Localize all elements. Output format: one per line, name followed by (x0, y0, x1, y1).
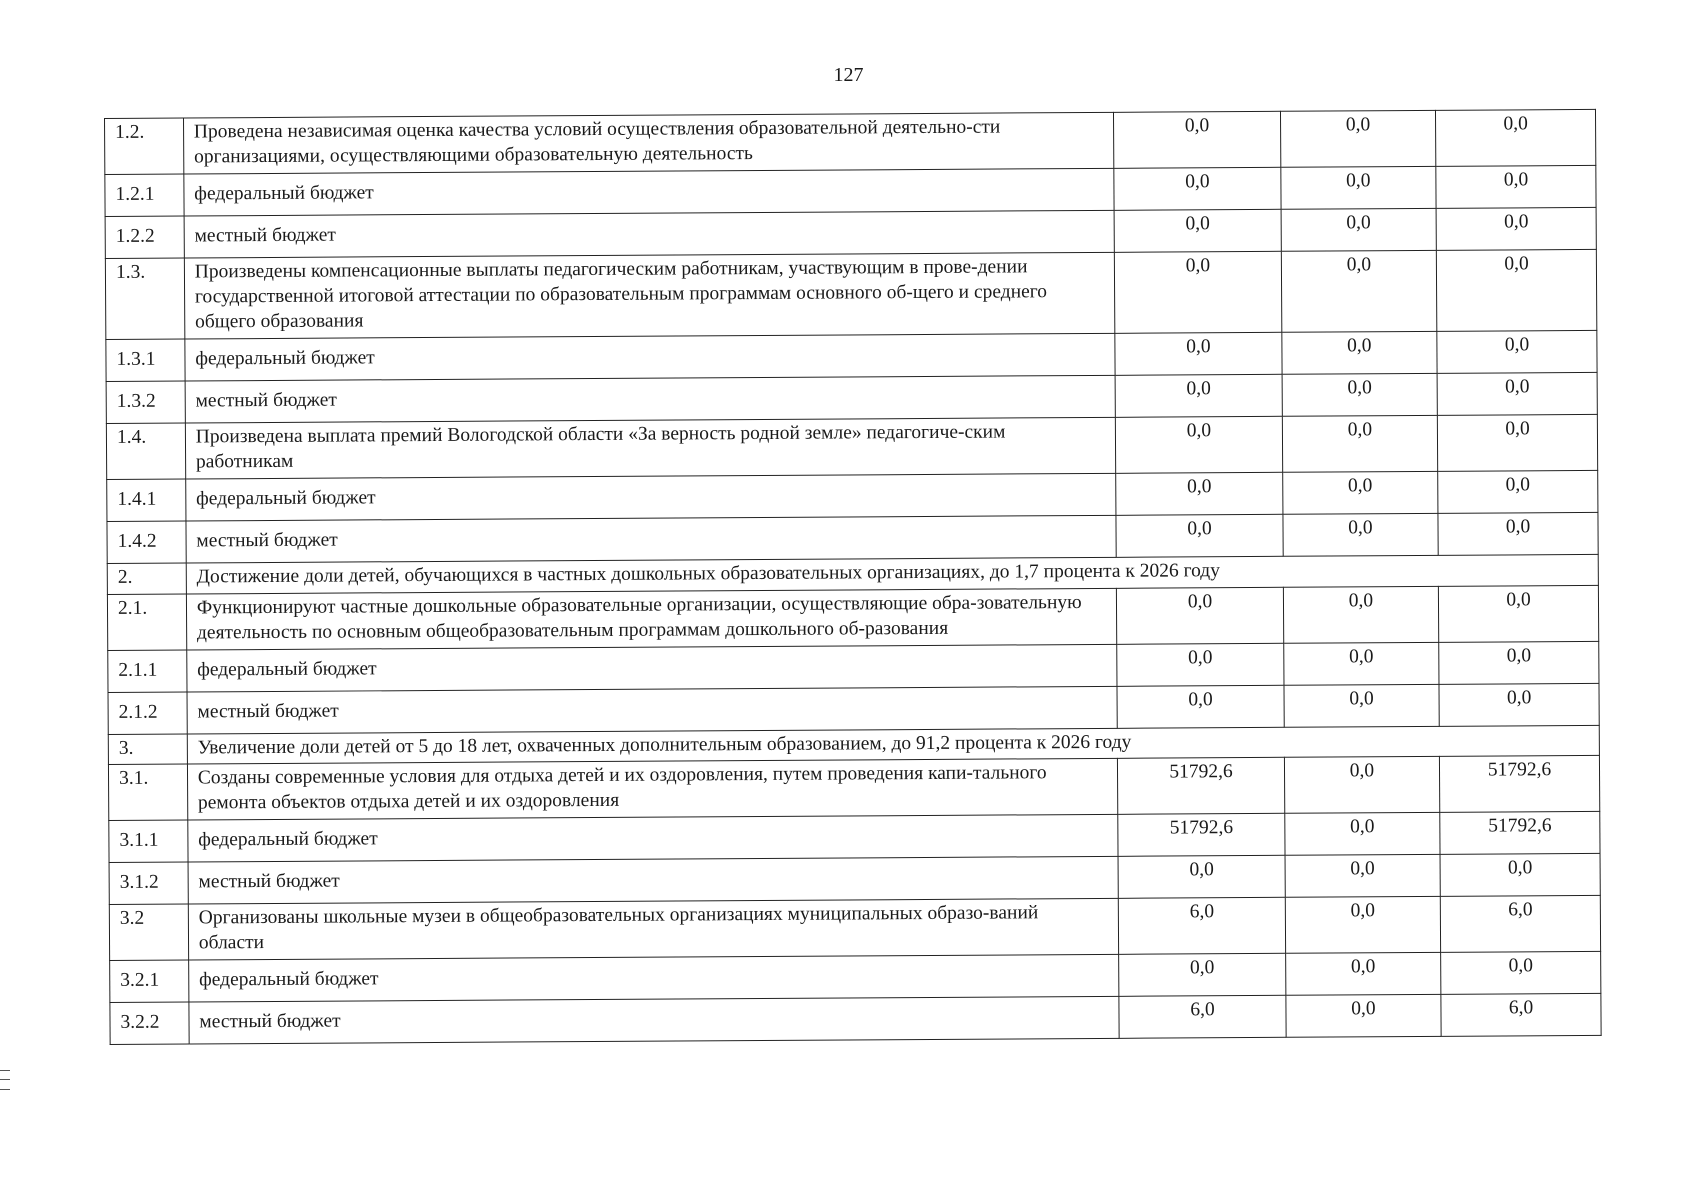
value-cell-2: 0,0 (1282, 373, 1438, 416)
value-cell-3: 0,0 (1437, 414, 1597, 471)
value-cell-2: 0,0 (1285, 855, 1441, 898)
row-number: 2.1.1 (108, 650, 187, 692)
value-cell-3: 0,0 (1441, 952, 1601, 995)
value-cell-2: 0,0 (1281, 208, 1437, 251)
value-cell-1: 0,0 (1114, 111, 1281, 168)
value-cell-1: 0,0 (1118, 856, 1285, 899)
value-cell-1: 0,0 (1114, 167, 1281, 210)
value-cell-3: 0,0 (1437, 372, 1597, 415)
measure-row (106, 414, 1597, 479)
value-cell-1: 0,0 (1117, 685, 1284, 728)
row-number: 1.2.2 (105, 216, 184, 258)
table-body (105, 109, 1602, 1044)
row-number: 2.1.2 (108, 692, 187, 734)
value-cell-2: 0,0 (1281, 250, 1437, 332)
value-cell-1: 0,0 (1115, 332, 1282, 375)
row-description: Проведена независимая оценка качества условий осуществления образовательной деятельно-сти организациями, осуществляющими образовательную деятельность (183, 112, 1114, 174)
value-cell-3: 51792,6 (1440, 812, 1600, 855)
measure-row (105, 249, 1596, 339)
row-number: 1.2.1 (105, 174, 184, 216)
row-number: 2. (107, 563, 186, 594)
value-cell-3: 0,0 (1438, 512, 1598, 555)
row-number: 2.1. (107, 594, 186, 650)
value-cell-2: 0,0 (1281, 166, 1437, 209)
value-cell-3: 0,0 (1439, 683, 1599, 726)
value-cell-1: 6,0 (1119, 898, 1286, 955)
page-number: 127 (833, 64, 864, 86)
row-number: 1.3. (105, 258, 184, 339)
value-cell-1: 0,0 (1116, 472, 1283, 515)
row-description: федеральный бюджет (185, 333, 1116, 381)
value-cell-1: 6,0 (1119, 996, 1286, 1039)
value-cell-1: 0,0 (1114, 209, 1281, 252)
value-cell-2: 0,0 (1284, 757, 1440, 814)
goal-text: Увеличение доли детей от 5 до 18 лет, охваченных дополнительным образованием, до 91,2 процента к 2026 году (187, 725, 1599, 765)
value-cell-2: 0,0 (1283, 642, 1439, 685)
row-description: федеральный бюджет (186, 473, 1117, 521)
value-cell-2: 0,0 (1285, 953, 1441, 996)
row-description: местный бюджет (188, 857, 1119, 905)
value-cell-2: 0,0 (1284, 684, 1440, 727)
value-cell-3: 0,0 (1436, 165, 1596, 208)
budget-source-row (110, 994, 1601, 1045)
row-description: Произведена выплата премий Вологодской области «За верность родной земле» педагогиче-ским работникам (185, 417, 1116, 479)
value-cell-3: 0,0 (1436, 109, 1596, 166)
row-number: 3.1.1 (109, 820, 188, 862)
value-cell-3: 0,0 (1438, 470, 1598, 513)
value-cell-1: 51792,6 (1118, 758, 1285, 815)
row-description: федеральный бюджет (187, 644, 1118, 692)
row-number: 3.1. (108, 764, 187, 820)
value-cell-2: 0,0 (1282, 415, 1438, 472)
measure-row (109, 896, 1600, 961)
value-cell-2: 0,0 (1283, 513, 1439, 556)
margin-mark (0, 1070, 10, 1090)
row-number: 3.1.2 (109, 862, 188, 904)
row-number: 1.4.1 (107, 479, 186, 521)
value-cell-2: 0,0 (1283, 586, 1439, 643)
value-cell-1: 0,0 (1115, 374, 1282, 417)
row-number: 1.4.2 (107, 521, 186, 563)
row-description: Функционируют частные дошкольные образовательные организации, осуществляющие обра-зовательную деятельность по основным общеобразовательным программам дошкольного об-разования (186, 588, 1117, 650)
row-description: федеральный бюджет (188, 955, 1119, 1003)
measure-row (107, 585, 1598, 650)
value-cell-1: 0,0 (1116, 514, 1283, 557)
row-description: местный бюджет (189, 997, 1120, 1045)
row-number: 3. (108, 734, 187, 765)
row-number: 1.2. (105, 118, 184, 174)
row-description: местный бюджет (187, 686, 1118, 734)
budget-table (104, 109, 1602, 1045)
row-description: Произведены компенсационные выплаты педагогическим работникам, участвующим в прове-дении государственной итоговой аттестации по образовательным программам основного об-щего и среднего общего образования (184, 252, 1115, 339)
row-number: 1.3.1 (106, 339, 185, 381)
value-cell-3: 0,0 (1436, 207, 1596, 250)
value-cell-2: 0,0 (1286, 995, 1442, 1038)
value-cell-3: 51792,6 (1440, 756, 1600, 813)
value-cell-1: 0,0 (1115, 251, 1282, 333)
value-cell-3: 0,0 (1439, 585, 1599, 642)
value-cell-3: 6,0 (1440, 896, 1600, 953)
row-description: местный бюджет (184, 210, 1115, 258)
row-number: 3.2.1 (110, 960, 189, 1002)
value-cell-3: 6,0 (1441, 994, 1601, 1037)
measure-row (105, 109, 1596, 174)
row-description: местный бюджет (186, 515, 1117, 563)
row-number: 1.4. (106, 423, 185, 479)
goal-text: Достижение доли детей, обучающихся в частных дошкольных образовательных организациях, до 1,7 процента к 2026 году (186, 554, 1598, 594)
row-number: 1.3.2 (106, 381, 185, 423)
row-description: федеральный бюджет (184, 168, 1115, 216)
value-cell-1: 0,0 (1117, 643, 1284, 686)
document-sheet (104, 109, 1602, 1045)
row-description: местный бюджет (185, 375, 1116, 423)
value-cell-1: 0,0 (1116, 416, 1283, 473)
value-cell-1: 51792,6 (1118, 814, 1285, 857)
row-number: 3.2 (109, 904, 188, 960)
value-cell-2: 0,0 (1282, 331, 1438, 374)
row-description: федеральный бюджет (188, 815, 1119, 863)
row-description: Организованы школьные музеи в общеобразовательных организациях муниципальных образо-ваний области (188, 899, 1119, 961)
measure-row (108, 756, 1599, 821)
value-cell-2: 0,0 (1285, 897, 1441, 954)
value-cell-3: 0,0 (1436, 249, 1596, 331)
value-cell-2: 0,0 (1284, 813, 1440, 856)
value-cell-3: 0,0 (1439, 641, 1599, 684)
value-cell-3: 0,0 (1440, 854, 1600, 897)
row-description: Созданы современные условия для отдыха детей и их оздоровления, путем проведения капи-тального ремонта объектов отдыха детей и их оздоровления (187, 759, 1118, 821)
value-cell-3: 0,0 (1437, 330, 1597, 373)
value-cell-1: 0,0 (1119, 954, 1286, 997)
value-cell-1: 0,0 (1117, 587, 1284, 644)
value-cell-2: 0,0 (1282, 471, 1438, 514)
row-number: 3.2.2 (110, 1002, 189, 1044)
value-cell-2: 0,0 (1280, 110, 1436, 167)
